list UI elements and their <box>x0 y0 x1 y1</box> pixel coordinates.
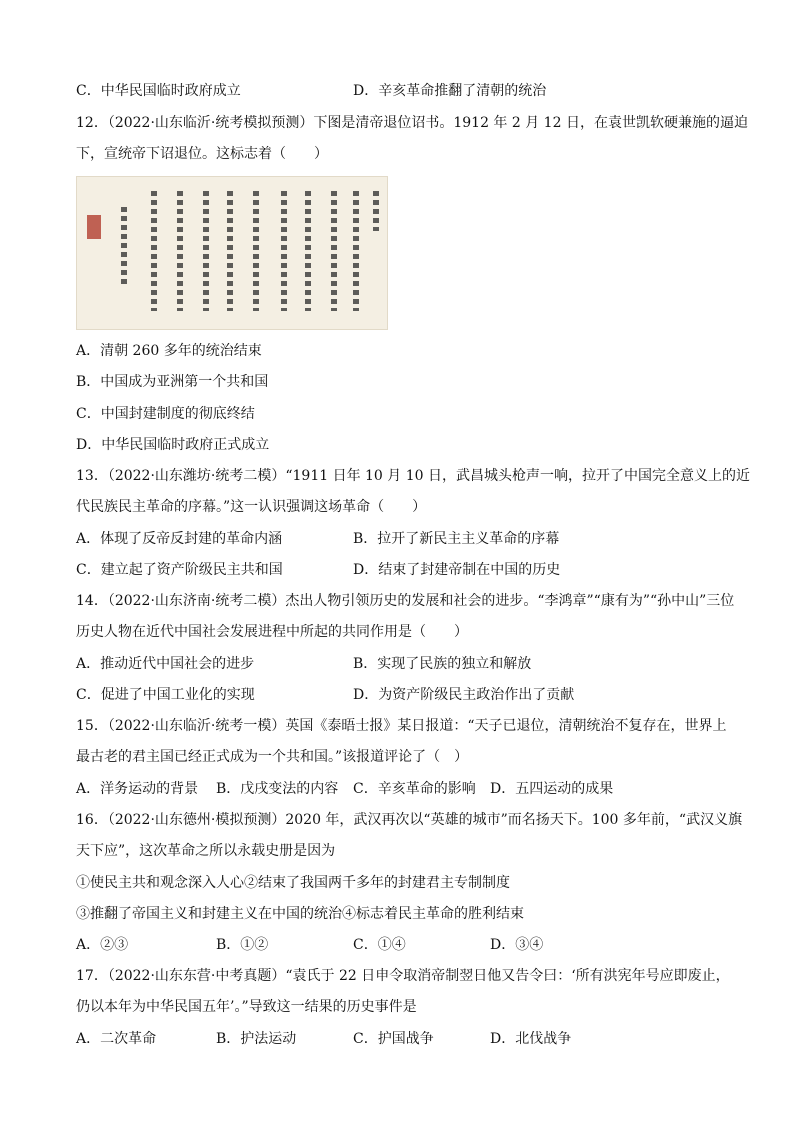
q17-stem-line2: 仍以本年为中华民国五年’。”导致这一结果的历史事件是 <box>76 999 417 1015</box>
q16-statement-line2: ③推翻了帝国主义和封建主义在中国的统治④标志着民主革命的胜利结束 <box>76 906 524 922</box>
q14-stem-line2: 历史人物在近代中国社会发展进程中所起的共同作用是（ ） <box>76 624 468 640</box>
q13-option-c: C．建立起了资产阶级民主共和国 <box>76 562 283 578</box>
q16-stem-line2: 天下应”，这次革命之所以永载史册是因为 <box>76 843 336 859</box>
q17-option-d: D．北伐战争 <box>490 1031 572 1047</box>
q16-option-d: D．③④ <box>490 937 544 953</box>
q13-stem-line2: 代民族民主革命的序幕。”这一认识强调这场革命（ ） <box>76 499 427 515</box>
q15-option-d: D．五四运动的成果 <box>490 781 614 797</box>
q13-option-d: D．结束了封建帝制在中国的历史 <box>353 562 561 578</box>
q16-stem-line1: 16．（2022·山东德州·模拟预测）2020 年，武汉再次以“英雄的城市”而名扬天下。100 多年前，“武汉义旗 <box>76 812 743 828</box>
q15-option-b: B．戊戌变法的内容 <box>216 781 339 797</box>
q12-stem-line1: 12．（2022·山东临沂·统考模拟预测）下图是清帝退位诏书。1912 年 2 月 12 日，在袁世凯软硬兼施的逼迫 <box>76 115 748 131</box>
q14-stem-line1: 14．（2022·山东济南·统考二模）杰出人物引领历史的发展和社会的进步。“李鸿章”“康有为”“孙中山”三位 <box>76 593 735 609</box>
q14-option-d: D．为资产阶级民主政治作出了贡献 <box>353 687 575 703</box>
q17-option-b: B．护法运动 <box>216 1031 297 1047</box>
q15-option-c: C．辛亥革命的影响 <box>353 781 476 797</box>
q17-option-c: C．护国战争 <box>353 1031 434 1047</box>
q12-option-a: A．清朝 260 多年的统治结束 <box>76 343 262 359</box>
q15-option-a: A．洋务运动的背景 <box>76 781 199 797</box>
q17-option-a: A．二次革命 <box>76 1031 157 1047</box>
q12-option-b: B．中国成为亚洲第一个共和国 <box>76 374 269 390</box>
seal-icon <box>87 215 101 239</box>
q13-option-b: B．拉开了新民主主义革命的序幕 <box>353 531 560 547</box>
q12-stem-line2: 下，宣统帝下诏退位。这标志着（ ） <box>76 146 328 162</box>
q12-option-c: C．中国封建制度的彻底终结 <box>76 406 255 422</box>
q11-option-d: D．辛亥革命推翻了清朝的统治 <box>353 83 547 99</box>
q17-stem-line1: 17．（2022·山东东营·中考真题）“袁氏于 22 日申令取消帝制翌日他又告令曰：‘所有洪宪年号应即废止， <box>76 968 730 984</box>
q16-statement-line1: ①使民主共和观念深入人心②结束了我国两千多年的封建君主专制制度 <box>76 875 510 891</box>
q14-option-b: B．实现了民族的独立和解放 <box>353 656 532 672</box>
q13-option-a: A．体现了反帝反封建的革命内涵 <box>76 531 283 547</box>
q12-option-d: D．中华民国临时政府正式成立 <box>76 437 270 453</box>
q13-stem-line1: 13．（2022·山东潍坊·统考二模）“1911 日年 10 月 10 日，武昌城头枪声一响，拉开了中国完全意义上的近 <box>76 468 751 484</box>
q15-stem-line1: 15．（2022·山东临沂·统考一模）英国《泰晤士报》某日报道：“天子已退位，清朝统治不复存在，世界上 <box>76 718 727 734</box>
q16-option-a: A．②③ <box>76 937 129 953</box>
q15-stem-line2: 最古老的君主国已经正式成为一个共和国。”该报道评论了（ ） <box>76 749 469 765</box>
q16-option-b: B．①② <box>216 937 269 953</box>
q14-option-a: A．推动近代中国社会的进步 <box>76 656 255 672</box>
q16-option-c: C．①④ <box>353 937 406 953</box>
edict-document-image <box>76 176 388 330</box>
q14-option-c: C．促进了中国工业化的实现 <box>76 687 255 703</box>
q11-option-c: C．中华民国临时政府成立 <box>76 83 241 99</box>
